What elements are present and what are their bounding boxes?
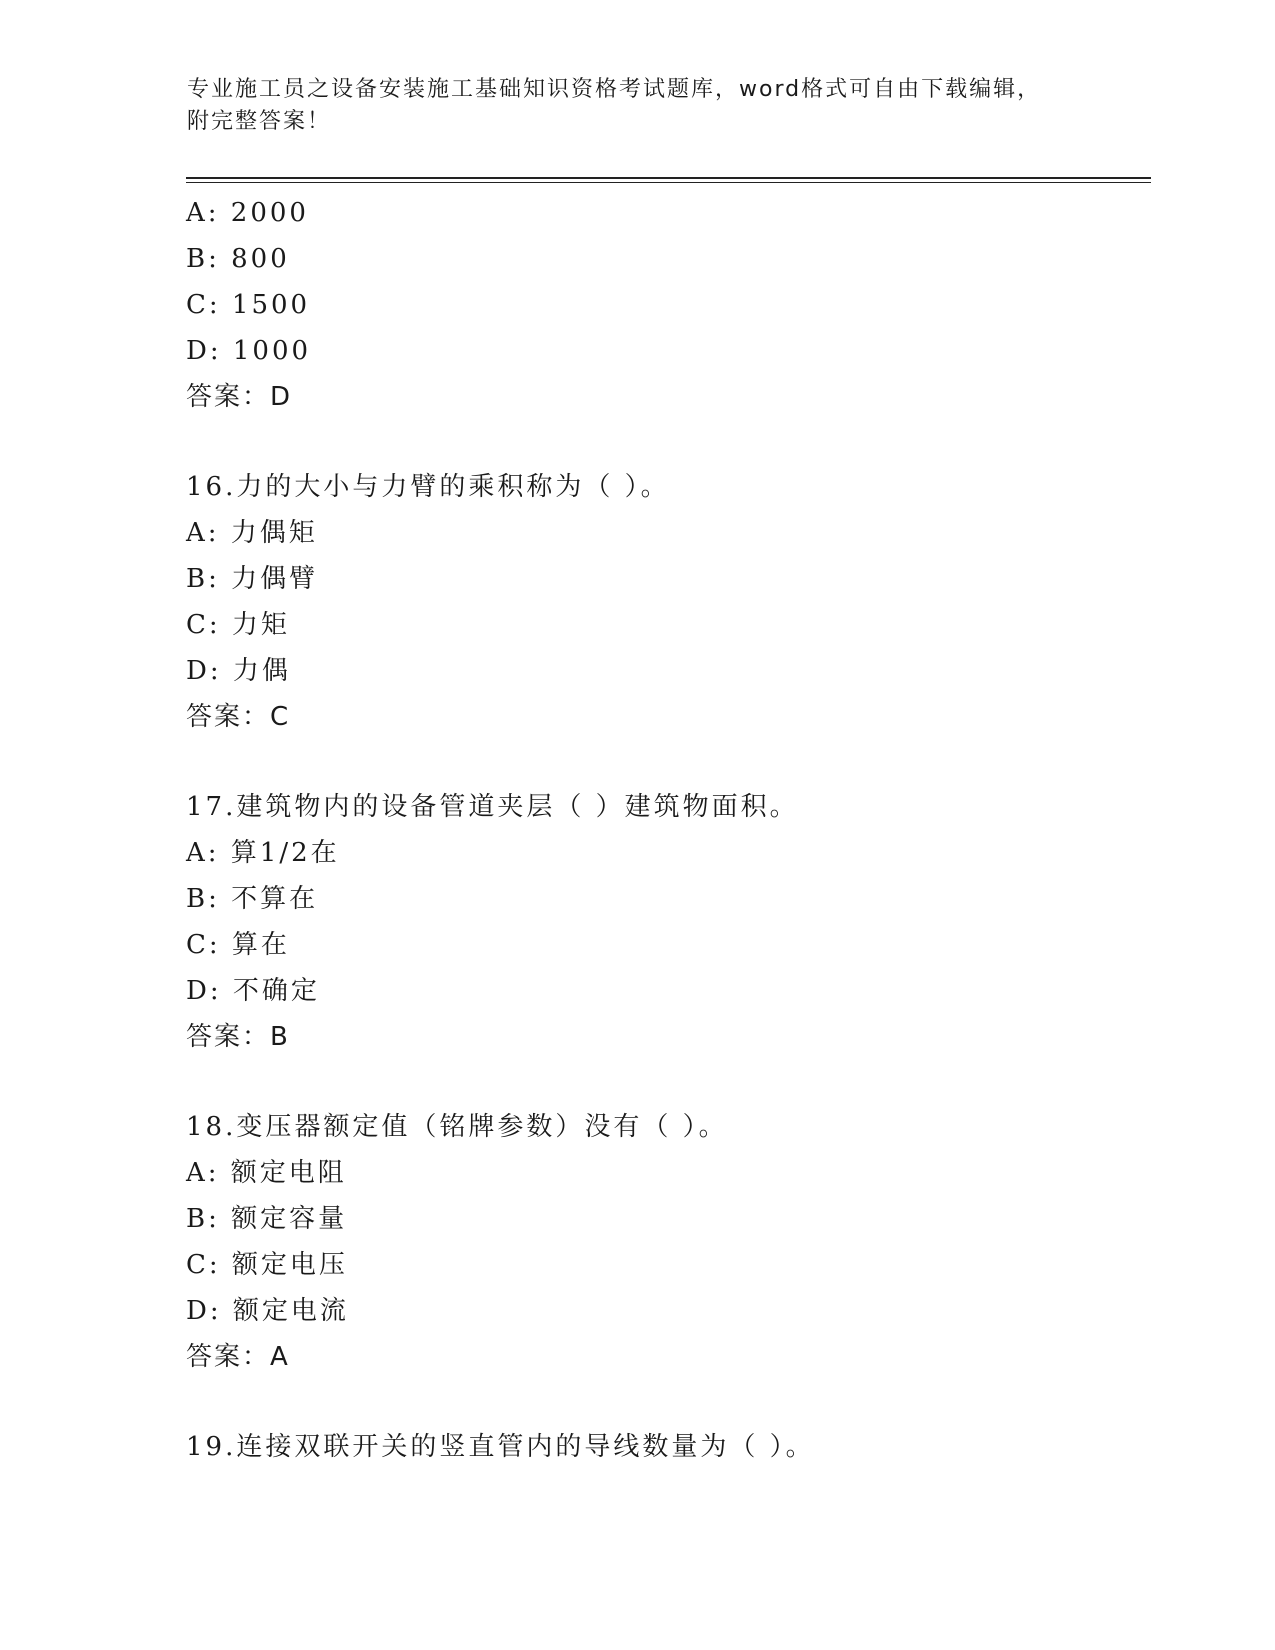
question-19: [186, 1424, 1146, 1470]
question-15: [186, 190, 1146, 420]
option-a: A: 2000: [186, 198, 309, 228]
header-divider-thin: [186, 182, 1151, 183]
option-c: C: 力矩: [186, 610, 290, 640]
option-c: C: 额定电压: [186, 1250, 348, 1280]
option-a: A: 力偶矩: [186, 518, 318, 548]
answer-line: 答案：A: [186, 1342, 290, 1372]
question-text: 19.连接双联开关的竖直管内的导线数量为（ ）。: [186, 1432, 815, 1462]
option-b: B: 额定容量: [186, 1204, 348, 1234]
question-text: 17.建筑物内的设备管道夹层（ ）建筑物面积。: [186, 792, 799, 822]
answer-line: 答案：C: [186, 702, 291, 732]
answer-line: 答案：D: [186, 382, 293, 412]
question-17: [186, 784, 1146, 1060]
option-d: D: 额定电流: [186, 1296, 349, 1326]
question-text: 18.变压器额定值（铭牌参数）没有（ ）。: [186, 1112, 728, 1142]
option-d: D: 不确定: [186, 976, 320, 1006]
option-d: D: 1000: [186, 336, 312, 366]
question-16: [186, 464, 1146, 740]
header-line-1: 专业施工员之设备安装施工基础知识资格考试题库，word格式可自由下载编辑，: [187, 77, 1042, 102]
option-c: C: 算在: [186, 930, 290, 960]
answer-line: 答案：B: [186, 1022, 290, 1052]
option-b: B: 不算在: [186, 884, 319, 914]
option-b: B: 力偶臂: [186, 564, 319, 594]
option-a: A: 额定电阻: [186, 1158, 347, 1188]
question-list: [186, 190, 1146, 1470]
option-d: D: 力偶: [186, 656, 291, 686]
option-c: C: 1500: [186, 290, 311, 320]
question-text: 16.力的大小与力臂的乘积称为（ ）。: [186, 472, 670, 502]
document-header: [187, 74, 1067, 138]
option-a: A: 算1/2在: [186, 838, 340, 868]
option-b: B: 800: [186, 244, 290, 274]
header-line-2: 附完整答案！: [187, 109, 332, 134]
question-18: [186, 1104, 1146, 1380]
header-divider-thick: [186, 177, 1151, 179]
